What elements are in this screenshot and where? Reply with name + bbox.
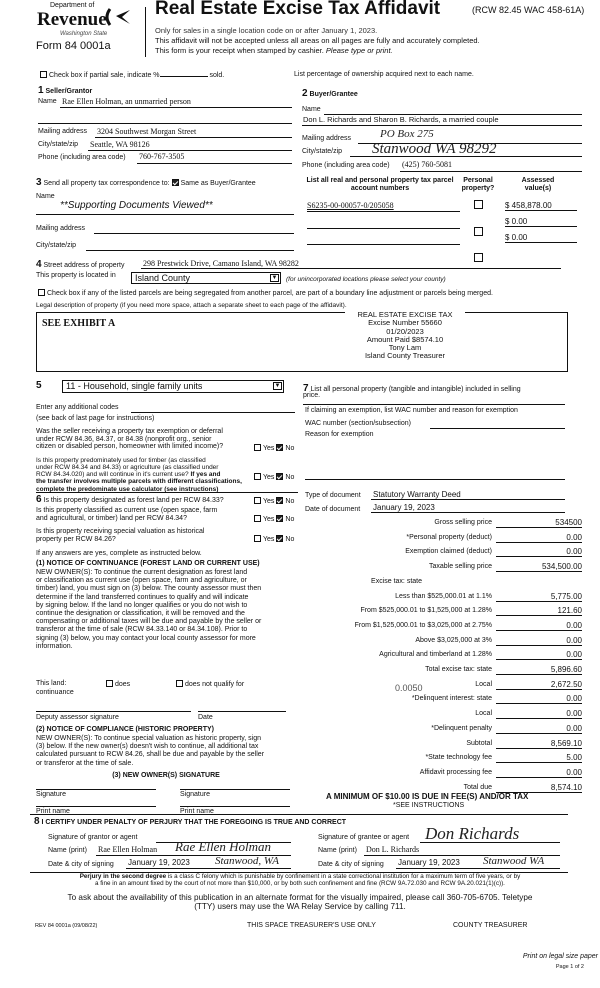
- buyer-city-label: City/state/zip: [302, 148, 343, 155]
- ask-line2: (TTY) users may use the WA Relay Service by calling 711.: [194, 901, 406, 911]
- tax-row-value[interactable]: 5.00: [496, 753, 582, 763]
- grantor-signature: Rae Ellen Holman: [175, 839, 272, 854]
- q-bold: If yes and: [190, 471, 221, 479]
- seller-name-label: Name: [38, 98, 57, 105]
- tax-row-label: Gross selling price: [434, 519, 492, 526]
- parcel-number-field[interactable]: [307, 244, 460, 245]
- land-label: This land:: [36, 680, 67, 687]
- notice2-title: (2) NOTICE OF COMPLIANCE (HISTORIC PROPERTY): [36, 726, 214, 733]
- stamp-line: Island County Treasurer: [364, 351, 446, 361]
- print-name-label: Print name: [180, 808, 214, 815]
- tax-row: [300, 680, 582, 693]
- tax-row-label: From $525,000.01 to $1,525,000 at 1.28%: [360, 607, 492, 615]
- doctype-line: [371, 499, 565, 500]
- buyer-mail-label: Mailing address: [302, 135, 352, 142]
- correspondence-label: Send all property tax correspondence to:: [43, 180, 170, 187]
- doctype-field[interactable]: Statutory Warranty Deed: [373, 490, 461, 499]
- does-checkbox[interactable]: [106, 680, 113, 687]
- tax-row: [300, 606, 582, 619]
- tax-row-label: *State technology fee: [425, 754, 492, 762]
- grantee-date-field[interactable]: January 19, 2023: [398, 858, 460, 867]
- divider: [36, 492, 298, 493]
- seller-mail-label: Mailing address: [38, 128, 88, 135]
- stamp-line: Amount Paid $8574.10: [366, 334, 444, 344]
- parcel-number-field[interactable]: S6235-00-00057-0/205058: [307, 201, 394, 210]
- seller-heading: [38, 85, 92, 97]
- grantee-signature-field[interactable]: [420, 842, 560, 843]
- tax-row-label: Above $3,025,000 at 3%: [415, 636, 492, 644]
- does-option: [104, 680, 130, 689]
- yes-checkbox[interactable]: [254, 473, 261, 480]
- wac-label: WAC number (section/subsection): [305, 420, 411, 427]
- tax-row-label: *Delinquent interest: state: [411, 695, 492, 703]
- exemption-yes-no: [252, 444, 294, 453]
- tax-row: [300, 739, 582, 752]
- yes-checkbox[interactable]: [254, 515, 261, 522]
- tax-row-value[interactable]: 534,500.00: [496, 562, 582, 572]
- does-not-label: does not qualify for: [185, 681, 245, 688]
- continuance-label: continuance: [36, 689, 74, 696]
- additional-codes-field[interactable]: [131, 412, 295, 413]
- current-use-yes-no: [252, 515, 294, 524]
- seller-phone-field[interactable]: 760-767-3505: [139, 152, 185, 161]
- seller-name-field[interactable]: Rae Ellen Holman, an unmarried person: [62, 97, 191, 106]
- deputy-signature-line[interactable]: [36, 711, 191, 712]
- personal-property-checkbox[interactable]: [474, 253, 483, 262]
- tax-row: [300, 518, 582, 531]
- minimum-notice: A MINIMUM OF $10.00 IS DUE IN FEE(S) AND/OR TAX: [326, 792, 529, 801]
- tax-row: [300, 724, 582, 737]
- q-line: and agricultural, or timber) land per RCW 84.34?: [36, 515, 187, 523]
- tax-row-label: Affidavit processing fee: [419, 768, 492, 776]
- notice2-text: [36, 735, 264, 768]
- exemption-question: [36, 428, 223, 451]
- notice1-text: [36, 569, 261, 651]
- q-line: under RCW 84.34 and 84.33) or agriculture (as classified under: [36, 464, 219, 472]
- corr-city-label: City/state/zip: [36, 242, 77, 249]
- no-checkbox[interactable]: [276, 535, 283, 542]
- grantor-city-field[interactable]: Stanwood, WA: [215, 855, 280, 867]
- personal-property-label: [303, 383, 521, 395]
- section7-label2: price.: [303, 392, 321, 399]
- owner-print-line[interactable]: [180, 806, 290, 807]
- buyer-phone-label: Phone (including area code): [302, 162, 390, 169]
- tax-row-label: From $1,525,000.01 to $3,025,000 at 2.75%: [354, 621, 492, 629]
- yes-label: Yes: [263, 474, 275, 481]
- tax-row-label: Exemption claimed (deduct): [405, 548, 492, 556]
- assessed-value-field[interactable]: $ 0.00: [505, 217, 577, 227]
- q-line: citizen or disabled person, homeowner with limited income)?: [36, 443, 224, 451]
- tax-row: [300, 547, 582, 560]
- tax-row-value[interactable]: 0.00: [496, 709, 582, 719]
- current-use-question: [36, 507, 217, 523]
- docdate-field[interactable]: January 19, 2023: [373, 503, 435, 512]
- does-not-option: [174, 680, 244, 689]
- perjury-notice: [0, 873, 600, 887]
- same-as-buyer-label: Same as Buyer/Grantee: [180, 180, 256, 187]
- tax-row-label: Local: [475, 680, 492, 688]
- print-name-label: Print name: [36, 808, 70, 815]
- q-line: Is this property predominately used for timber (as classified: [36, 457, 206, 464]
- tax-row-value[interactable]: 0.00: [496, 724, 582, 734]
- owner-signature-line[interactable]: [180, 789, 290, 790]
- buyer-phone-field[interactable]: (425) 760-5081: [402, 160, 452, 169]
- text-line: or classification as current use (open space, farm and agriculture, or: [36, 577, 247, 585]
- divider: [30, 814, 568, 815]
- personal-property-line[interactable]: [303, 404, 565, 405]
- tax-row: [300, 577, 582, 590]
- tax-row: [300, 533, 582, 546]
- q-line: Is this property classified as current use (open space, farm: [36, 507, 218, 514]
- tax-row-value[interactable]: 5,775.00: [496, 592, 582, 602]
- partial-sale-row: [38, 71, 224, 80]
- section-number: 7: [303, 383, 309, 394]
- legal-description: SEE EXHIBIT A: [42, 318, 116, 329]
- seller-mail-field[interactable]: 3204 Southwest Morgan Street: [97, 127, 197, 136]
- tax-row-label: Local: [475, 710, 492, 718]
- tax-row-label: Subtotal: [466, 739, 492, 747]
- tax-row-label: Taxable selling price: [428, 563, 492, 571]
- section-number: 5: [36, 380, 42, 391]
- grantee-name-label: Name (print): [318, 847, 357, 854]
- q-line: RCW 84.34.020) and will continue in it's current use?: [36, 471, 189, 479]
- tax-row-value[interactable]: 0.00: [496, 621, 582, 631]
- buyer-heading-text: Buyer/Grantee: [309, 91, 358, 98]
- segregated-label: Check box if any of the listed parcels are being segregated from another parcel, are part of a boundary line adjustment or parcels being merged.: [47, 290, 493, 297]
- signature-label: Signature: [36, 791, 66, 798]
- yes-checkbox[interactable]: [254, 444, 261, 451]
- street-line: [141, 268, 561, 269]
- wac-field[interactable]: [430, 428, 565, 429]
- partial-percent-field[interactable]: [160, 76, 208, 77]
- page-number: Page 1 of 2: [555, 964, 584, 970]
- local-rate-field[interactable]: 0.0050: [395, 683, 423, 693]
- tax-row-value[interactable]: 2,672.50: [496, 680, 582, 690]
- deputy-label: Deputy assessor signature: [36, 714, 119, 721]
- text-line: continue the designation or classification, it will be removed and the: [36, 609, 245, 617]
- tax-row-value[interactable]: 0.00: [496, 547, 582, 557]
- grantee-date-line: [396, 868, 560, 869]
- q-line: Was the seller receiving a property tax exemption or deferral: [36, 428, 223, 435]
- deputy-date-label: Date: [198, 714, 213, 721]
- tax-row: [300, 768, 582, 781]
- text-line: signing (3) below, you may contact your local county assessor for more: [36, 634, 256, 642]
- text-line: transferor at the time of sale (RCW 84.33.140 or 84.34.108). Prior to: [36, 626, 248, 634]
- buyer-name-label: Name: [302, 106, 321, 113]
- yes-label: Yes: [263, 498, 275, 505]
- corr-city-line: [86, 250, 294, 251]
- stamp-line: Excise Number 55660: [368, 318, 442, 328]
- text-line: NEW OWNER(S): To continue the current designation as forest land: [36, 569, 248, 576]
- q-bold: the transfer involves multiple parcels with different classifications,: [36, 478, 242, 486]
- signature-label: Signature: [180, 791, 210, 798]
- text-line: information.: [36, 642, 73, 650]
- personal-property-checkbox[interactable]: [474, 227, 483, 236]
- tax-row: [300, 592, 582, 605]
- reason-label: Reason for exemption: [305, 431, 374, 438]
- correspondence-row: [36, 177, 256, 189]
- partial-sale-label: Check box if partial sale, indicate %: [49, 72, 160, 79]
- revision-label: REV 84 0001a (09/08/22): [35, 923, 98, 929]
- docdate-line: [371, 512, 565, 513]
- tax-row-label: Total excise tax: state: [425, 666, 492, 673]
- tax-row-label: Excise tax: state: [371, 577, 422, 585]
- no-checkbox[interactable]: [276, 444, 283, 451]
- assessed-value-field[interactable]: $ 0.00: [505, 233, 577, 243]
- header-line1: Only for sales in a single location code on or after January 1, 2023.: [155, 26, 378, 35]
- deputy-date-line[interactable]: [198, 711, 286, 712]
- text-line: NEW OWNER(S): To continue special valuation as historic property, sign: [36, 735, 261, 742]
- grantor-name-label: Name (print): [48, 847, 87, 854]
- text-line: (3) below. If the new owner(s) doesn't wish to continue, all additional tax: [36, 743, 259, 751]
- no-label: No: [285, 536, 295, 543]
- text-line: timber) land, you must sign on (3) below. The county assessor must then: [36, 585, 262, 593]
- seller-city-field[interactable]: Seattle, WA 98126: [90, 140, 150, 149]
- logo-mark-icon: [102, 7, 132, 27]
- county-select[interactable]: [131, 272, 281, 284]
- stamp-line: Tony Lam: [388, 343, 422, 352]
- text-line: compensating or additional taxes will be due and payable by the seller or: [36, 618, 262, 626]
- historic-yes-no: [252, 535, 294, 544]
- yes-checkbox[interactable]: [254, 535, 261, 542]
- perjury-bold: Perjury in the second degree: [79, 873, 167, 880]
- q-line: Is this property receiving special valuation as historical: [36, 528, 205, 535]
- corr-name-line: [36, 214, 294, 215]
- parcel-number-field[interactable]: [307, 228, 460, 229]
- buyer-phone-line: [400, 171, 582, 172]
- county-note: (for unincorporated locations please select your county): [286, 276, 446, 283]
- no-label: No: [285, 498, 295, 505]
- seller-city-label: City/state/zip: [38, 141, 79, 148]
- does-not-checkbox[interactable]: [176, 680, 183, 687]
- header-line3-italic: Please type or print.: [325, 46, 393, 55]
- grantor-name-field[interactable]: Rae Ellen Holman: [98, 845, 158, 854]
- partial-sold-label: sold.: [209, 72, 225, 79]
- seller-name-line2: [38, 123, 292, 124]
- seller-phone-line: [137, 163, 292, 164]
- header-divider: [145, 7, 146, 57]
- codes-note: (see back of last page for instructions): [36, 415, 155, 422]
- seller-city-line: [88, 150, 292, 151]
- notice1-title: (1) NOTICE OF CONTINUANCE (FOREST LAND OR CURRENT USE): [36, 560, 260, 567]
- section7-label: List all personal property (tangible and intangible) included in selling: [310, 386, 521, 393]
- certify-text: I CERTIFY UNDER PENALTY OF PERJURY THAT THE FOREGOING IS TRUE AND CORRECT: [41, 819, 347, 826]
- see-instructions: *SEE INSTRUCTIONS: [393, 802, 465, 809]
- section-number: 3: [36, 177, 42, 188]
- no-checkbox[interactable]: [276, 497, 283, 504]
- does-label: does: [115, 681, 131, 688]
- land-use-value: 11 - Household, single family units: [66, 381, 203, 391]
- tax-row-value[interactable]: 0.00: [496, 533, 582, 543]
- legal-description-box[interactable]: [36, 312, 568, 372]
- tax-row-value[interactable]: 8,574.10: [496, 783, 582, 793]
- seller-heading-text: Seller/Grantor: [45, 88, 93, 95]
- timber-question: [36, 457, 242, 493]
- text-line: calculated pursuant to RCW 84.26, shall be due and payable by the seller: [36, 751, 265, 759]
- tax-row-label: Less than $525,000.01 at 1.1%: [395, 592, 492, 600]
- partial-sale-checkbox[interactable]: [40, 71, 47, 78]
- yes-label: Yes: [263, 536, 275, 543]
- accessibility-notice: [0, 894, 600, 911]
- seller-mail-line: [95, 137, 292, 138]
- grantee-city-field[interactable]: Stanwood WA: [483, 855, 545, 867]
- no-checkbox[interactable]: [276, 473, 283, 480]
- owner-print-line[interactable]: [36, 806, 156, 807]
- buyer-name-line2: [302, 125, 582, 126]
- treasurer-use-label: THIS SPACE TREASURER'S USE ONLY: [247, 922, 376, 929]
- stamp-line: REAL ESTATE EXCISE TAX: [357, 310, 453, 319]
- assessed-value-field[interactable]: $ 458,878.00: [505, 201, 577, 211]
- no-label: No: [285, 445, 295, 452]
- header-line3: [155, 47, 393, 56]
- treasurer-stamp: [345, 311, 465, 361]
- title-citation: (RCW 82.45 WAC 458-61A): [472, 5, 585, 15]
- corr-mail-label: Mailing address: [36, 225, 86, 232]
- header-line2: This affidavit will not be accepted unless all areas on all pages are fully and accurately completed.: [155, 36, 480, 45]
- text-line: or transferor at the time of sale.: [36, 759, 134, 767]
- historic-question: [36, 528, 204, 544]
- logo-agency: Revenue: [37, 9, 107, 30]
- header-line3-text: This form is your receipt when stamped by cashier.: [155, 46, 324, 55]
- street-field[interactable]: 298 Prestwick Drive, Camano Island, WA 98282: [143, 259, 299, 268]
- ask-line1: To ask about the availability of this publication in an alternate format for the visually impaired, please call 360-705-6705. Teletype: [67, 893, 533, 902]
- corr-name-field[interactable]: **Supporting Documents Viewed**: [60, 200, 213, 211]
- grantor-date-label: Date & city of signing: [48, 861, 114, 868]
- land-use-select[interactable]: [62, 380, 284, 393]
- notice3-title: (3) NEW OWNER(S) SIGNATURE: [112, 772, 220, 779]
- tax-row-value[interactable]: 8,569.10: [496, 739, 582, 749]
- yes-label: Yes: [263, 445, 275, 452]
- tax-row-value[interactable]: 5,896.60: [496, 665, 582, 675]
- q-bold: complete the predominate use calculator (see instructions): [36, 485, 219, 493]
- street-label: Street address of property: [43, 262, 125, 269]
- assessed-col-header: Assessed value(s): [521, 177, 555, 193]
- q-line: under RCW 84.36, 84.37, or 84.38 (nonprofit org., senior: [36, 435, 212, 443]
- q-line: property per RCW 84.26?: [36, 536, 116, 544]
- tax-row: [300, 694, 582, 707]
- yes-checkbox[interactable]: [254, 497, 261, 504]
- q-line: Is this property designated as forest land per RCW 84.33?: [43, 497, 224, 504]
- tax-row: [300, 650, 582, 663]
- owner-signature-line[interactable]: [36, 789, 156, 790]
- personal-col-header: Personal property?: [461, 177, 495, 193]
- doctype-label: Type of document: [305, 492, 361, 499]
- tax-row-value[interactable]: 0.00: [496, 694, 582, 704]
- tax-row-label: Total due: [463, 783, 492, 791]
- tax-row-value[interactable]: 0.00: [496, 768, 582, 778]
- county-value: Island County: [135, 273, 191, 283]
- buyer-heading: [302, 88, 358, 100]
- tax-row-value[interactable]: 534500: [496, 518, 582, 528]
- tax-row: [300, 562, 582, 575]
- text-line: by signing below. If the land no longer qualifies or you do not wish to: [36, 601, 248, 609]
- no-label: No: [285, 474, 295, 481]
- tax-row: [300, 636, 582, 649]
- seller-phone-label: Phone (including area code): [38, 154, 126, 161]
- tax-row-label: *Delinquent penalty: [431, 724, 492, 732]
- yes-label: Yes: [263, 516, 275, 523]
- answers-note: If any answers are yes, complete as instructed below.: [36, 550, 202, 557]
- tax-row: [300, 665, 582, 678]
- personal-property-checkbox[interactable]: [474, 200, 483, 209]
- tax-row: [300, 709, 582, 722]
- buyer-name-field[interactable]: Don L. Richards and Sharon B. Richards, a married couple: [303, 115, 499, 124]
- section-number: 2: [302, 88, 308, 99]
- legal-label: Legal description of property (if you need more space, attach a separate sheet to each page of the affidavit).: [36, 302, 347, 309]
- certify-heading: [34, 816, 346, 828]
- additional-codes-label: Enter any additional codes: [36, 404, 119, 411]
- segregated-checkbox[interactable]: [38, 289, 45, 296]
- parcel-line: [307, 211, 460, 212]
- perjury-text: is a class C felony which is punishable by confinement in a state correctional institution for a maximum term of five years, or by: [166, 873, 521, 880]
- text-line: determine if the land transferred continues to qualify and will indicate: [36, 593, 249, 601]
- tax-row-label: Agricultural and timberland at 1.28%: [379, 651, 492, 659]
- reason-field[interactable]: [305, 479, 565, 480]
- stamp-line: 01/20/2023: [386, 326, 424, 336]
- forest-yes-no: [252, 497, 294, 506]
- county-treasurer-label: COUNTY TREASURER: [453, 922, 528, 929]
- logo-dept: Department of: [50, 2, 95, 9]
- timber-yes-no: [252, 473, 294, 482]
- corr-name-label: Name: [36, 193, 55, 200]
- seller-name-line: [60, 107, 292, 108]
- segregated-row: [36, 289, 493, 298]
- section-number: 8: [34, 816, 40, 827]
- tax-row-value[interactable]: 0.00: [496, 636, 582, 646]
- tax-row: [300, 621, 582, 634]
- page-title: Real Estate Excise Tax Affidavit: [155, 0, 441, 19]
- logo-state: Washington State: [60, 31, 108, 37]
- form-number: Form 84 0001a: [36, 40, 111, 52]
- grantee-signature: Don Richards: [425, 824, 520, 843]
- perjury-text2: a fine in an amount fixed by the court of not more than $10,000, or by both such confinement and fine (RCW 9A.72.030 and RCW 9A.20.021(1)(c)).: [95, 880, 505, 888]
- no-label: No: [285, 516, 295, 523]
- county-label: This property is located in: [36, 272, 116, 279]
- tax-row-label: *Personal property (deduct): [406, 533, 492, 541]
- no-checkbox[interactable]: [276, 515, 283, 522]
- section-number: 6: [36, 494, 42, 505]
- buyer-mail-field[interactable]: PO Box 275: [380, 128, 434, 140]
- docdate-label: Date of document: [305, 506, 361, 513]
- tax-row-value[interactable]: 0.00: [496, 650, 582, 660]
- chevron-down-icon: ▼: [274, 383, 281, 389]
- section-number: 4: [36, 259, 42, 270]
- tax-row-value[interactable]: 121.60: [496, 606, 582, 616]
- chevron-down-icon: ▼: [271, 275, 278, 281]
- grantor-sig-label: Signature of grantor or agent: [48, 834, 138, 841]
- corr-mail-line: [94, 233, 294, 234]
- tax-row: [300, 753, 582, 766]
- grantee-name-field[interactable]: Don L. Richards: [366, 845, 420, 854]
- section-number: 1: [38, 85, 44, 96]
- grantee-date-label: Date & city of signing: [318, 861, 384, 868]
- exempt-label: If claiming an exemption, list WAC number and reason for exemption: [305, 407, 518, 414]
- grantor-date-line: [126, 868, 291, 869]
- parcel-col-header: List all real and personal property tax parcel account numbers: [306, 177, 454, 193]
- street-row: [36, 259, 124, 271]
- legal-size-note: Print on legal size paper: [522, 953, 598, 960]
- forest-question: [36, 494, 224, 506]
- same-as-buyer-checkbox[interactable]: [172, 179, 179, 186]
- ownership-note: List percentage of ownership acquired next to each name.: [294, 71, 474, 78]
- buyer-city-field[interactable]: Stanwood WA 98292: [372, 141, 497, 157]
- grantor-date-field[interactable]: January 19, 2023: [128, 858, 190, 867]
- grantee-sig-label: Signature of grantee or agent: [318, 834, 410, 841]
